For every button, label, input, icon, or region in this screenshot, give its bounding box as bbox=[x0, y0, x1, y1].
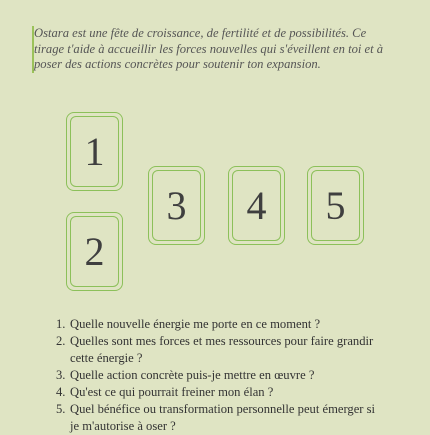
card-1 bbox=[66, 112, 123, 191]
card-4 bbox=[228, 166, 285, 245]
question-item: 2. Quelles sont mes forces et mes ressources pour faire grandir cette énergie ? bbox=[56, 334, 374, 365]
card-2-number: 2 bbox=[84, 229, 105, 274]
question-item: 5. Quel bénéfice ou transformation personnelle peut émerger si je m'autorise à oser ? bbox=[56, 402, 376, 433]
card-2 bbox=[66, 212, 123, 291]
card-3-number: 3 bbox=[166, 183, 187, 228]
question-item: 3. Quelle action concrète puis-je mettre en œuvre ? bbox=[56, 368, 315, 382]
card-3 bbox=[148, 166, 205, 245]
card-1-number: 1 bbox=[84, 129, 105, 174]
card-5-number: 5 bbox=[325, 183, 346, 228]
card-4-number: 4 bbox=[246, 183, 267, 228]
question-list bbox=[56, 316, 376, 435]
question-item: 4. Qu'est ce qui pourrait freiner mon élan ? bbox=[56, 385, 274, 399]
intro-block bbox=[32, 26, 384, 73]
card-5 bbox=[307, 166, 364, 245]
intro-text: Ostara est une fête de croissance, de fertilité et de possibilités. Ce tirage t'aide à accueillir les forces nouvelles qui s'éveillent en toi et à poser des actions concrètes pour soutenir ton expansion. bbox=[34, 26, 384, 71]
question-item: 1. Quelle nouvelle énergie me porte en ce moment ? bbox=[56, 317, 321, 331]
